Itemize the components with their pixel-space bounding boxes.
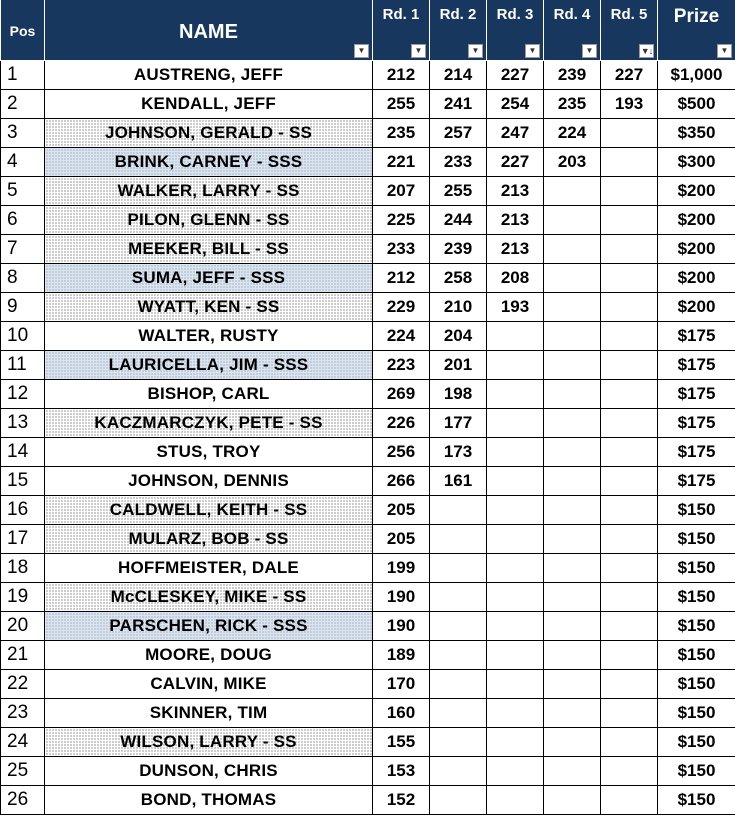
header-name-label: NAME: [179, 21, 238, 43]
table-row: [1, 148, 735, 177]
round-2-score[interactable]: 258: [430, 264, 487, 293]
round-2-score[interactable]: 239: [430, 235, 487, 264]
round-2-score[interactable]: 204: [430, 322, 487, 351]
round-4-score[interactable]: [544, 293, 601, 322]
header-rd4: [544, 0, 601, 61]
filter-dropdown-icon[interactable]: ▼: [354, 44, 369, 58]
round-4-score[interactable]: [544, 641, 601, 670]
header-rd3-label: Rd. 3: [496, 6, 534, 23]
table-row: [1, 583, 735, 612]
round-5-score[interactable]: [601, 757, 658, 786]
pos-cell[interactable]: 16: [1, 496, 45, 525]
round-2-score[interactable]: 161: [430, 467, 487, 496]
pos-cell[interactable]: 6: [1, 206, 45, 235]
table-row: [1, 699, 735, 728]
table-row: [1, 554, 735, 583]
round-3-score[interactable]: [487, 409, 544, 438]
round-4-score[interactable]: [544, 757, 601, 786]
round-3-score[interactable]: 227: [487, 148, 544, 177]
prize-cell[interactable]: $200: [658, 235, 735, 264]
round-1-score[interactable]: 266: [373, 467, 430, 496]
table-row: [1, 525, 735, 554]
bowler-name-cell[interactable]: WYATT, KEN - SS: [45, 293, 373, 322]
round-5-score[interactable]: 227: [601, 61, 658, 90]
round-1-score[interactable]: 152: [373, 786, 430, 815]
header-rd3: [487, 0, 544, 61]
bowler-name-cell[interactable]: AUSTRENG, JEFF: [45, 61, 373, 90]
round-2-score[interactable]: [430, 786, 487, 815]
header-name: [45, 0, 373, 61]
round-5-score[interactable]: [601, 612, 658, 641]
round-3-score[interactable]: 193: [487, 293, 544, 322]
round-4-score[interactable]: [544, 525, 601, 554]
round-2-score[interactable]: 210: [430, 293, 487, 322]
pos-cell[interactable]: 22: [1, 670, 45, 699]
round-4-score[interactable]: [544, 322, 601, 351]
prize-cell[interactable]: $150: [658, 786, 735, 815]
round-3-score[interactable]: [487, 786, 544, 815]
round-4-score[interactable]: [544, 583, 601, 612]
round-3-score[interactable]: [487, 438, 544, 467]
filter-dropdown-icon[interactable]: ▼: [717, 44, 732, 58]
pos-cell[interactable]: 13: [1, 409, 45, 438]
bowler-name-cell[interactable]: PILON, GLENN - SS: [45, 206, 373, 235]
round-4-score[interactable]: 224: [544, 119, 601, 148]
round-5-score[interactable]: [601, 438, 658, 467]
round-3-score[interactable]: [487, 583, 544, 612]
prize-cell[interactable]: $1,000: [658, 61, 735, 90]
round-4-score[interactable]: [544, 264, 601, 293]
round-1-score[interactable]: 256: [373, 438, 430, 467]
prize-cell[interactable]: $175: [658, 351, 735, 380]
table-row: [1, 496, 735, 525]
bowler-name-cell[interactable]: MEEKER, BILL - SS: [45, 235, 373, 264]
round-3-score[interactable]: [487, 380, 544, 409]
round-3-score[interactable]: 227: [487, 61, 544, 90]
round-3-score[interactable]: 213: [487, 235, 544, 264]
round-1-score[interactable]: 224: [373, 322, 430, 351]
round-4-score[interactable]: 235: [544, 90, 601, 119]
prize-cell[interactable]: $200: [658, 293, 735, 322]
round-1-score[interactable]: 223: [373, 351, 430, 380]
round-5-score[interactable]: [601, 119, 658, 148]
round-5-score[interactable]: [601, 786, 658, 815]
prize-cell[interactable]: $175: [658, 322, 735, 351]
round-2-score[interactable]: 233: [430, 148, 487, 177]
round-3-score[interactable]: [487, 641, 544, 670]
pos-cell[interactable]: 21: [1, 641, 45, 670]
round-5-score[interactable]: [601, 525, 658, 554]
round-1-score[interactable]: 225: [373, 206, 430, 235]
round-4-score[interactable]: [544, 206, 601, 235]
table-row: [1, 380, 735, 409]
round-5-score[interactable]: 193: [601, 90, 658, 119]
round-5-score[interactable]: [601, 380, 658, 409]
round-1-score[interactable]: 269: [373, 380, 430, 409]
round-5-score[interactable]: [601, 293, 658, 322]
round-2-score[interactable]: [430, 757, 487, 786]
bowler-name-cell[interactable]: SUMA, JEFF - SSS: [45, 264, 373, 293]
prize-cell[interactable]: $200: [658, 177, 735, 206]
pos-cell[interactable]: 25: [1, 757, 45, 786]
bowler-name-cell[interactable]: JOHNSON, GERALD - SS: [45, 119, 373, 148]
round-4-score[interactable]: [544, 699, 601, 728]
table-row: [1, 90, 735, 119]
bowler-name-cell[interactable]: HOFFMEISTER, DALE: [45, 554, 373, 583]
round-1-score[interactable]: 199: [373, 554, 430, 583]
round-2-score[interactable]: 198: [430, 380, 487, 409]
bowler-name-cell[interactable]: WALTER, RUSTY: [45, 322, 373, 351]
round-2-score[interactable]: 214: [430, 61, 487, 90]
prize-cell[interactable]: $500: [658, 90, 735, 119]
bowler-name-cell[interactable]: BISHOP, CARL: [45, 380, 373, 409]
pos-cell[interactable]: 2: [1, 90, 45, 119]
pos-cell[interactable]: 24: [1, 728, 45, 757]
bowler-name-cell[interactable]: WILSON, LARRY - SS: [45, 728, 373, 757]
round-1-score[interactable]: 155: [373, 728, 430, 757]
header-row: [1, 0, 735, 61]
table-row: [1, 612, 735, 641]
bowler-name-cell[interactable]: McCLESKEY, MIKE - SS: [45, 583, 373, 612]
round-2-score[interactable]: [430, 496, 487, 525]
table-row: [1, 757, 735, 786]
round-3-score[interactable]: [487, 525, 544, 554]
round-3-score[interactable]: [487, 757, 544, 786]
pos-cell[interactable]: 4: [1, 148, 45, 177]
prize-cell[interactable]: $350: [658, 119, 735, 148]
prize-cell[interactable]: $200: [658, 264, 735, 293]
round-3-score[interactable]: [487, 728, 544, 757]
round-1-score[interactable]: 212: [373, 264, 430, 293]
round-1-score[interactable]: 255: [373, 90, 430, 119]
bowler-name-cell[interactable]: MULARZ, BOB - SS: [45, 525, 373, 554]
table-row: [1, 264, 735, 293]
pos-cell[interactable]: 12: [1, 380, 45, 409]
round-5-score[interactable]: [601, 206, 658, 235]
bowler-name-cell[interactable]: MOORE, DOUG: [45, 641, 373, 670]
header-rd5-label: Rd. 5: [610, 6, 648, 23]
round-3-score[interactable]: [487, 496, 544, 525]
round-1-score[interactable]: 207: [373, 177, 430, 206]
round-4-score[interactable]: 203: [544, 148, 601, 177]
pos-cell[interactable]: 5: [1, 177, 45, 206]
bowler-name-cell[interactable]: SKINNER, TIM: [45, 699, 373, 728]
header-prize: [658, 0, 735, 61]
round-4-score[interactable]: [544, 496, 601, 525]
round-4-score[interactable]: [544, 409, 601, 438]
bowler-name-cell[interactable]: KACZMARCZYK, PETE - SS: [45, 409, 373, 438]
filter-dropdown-icon[interactable]: ▼: [411, 44, 426, 58]
round-2-score[interactable]: 173: [430, 438, 487, 467]
prize-cell[interactable]: $150: [658, 583, 735, 612]
table-row: [1, 467, 735, 496]
prize-cell[interactable]: $150: [658, 554, 735, 583]
round-5-score[interactable]: [601, 583, 658, 612]
header-rd2-label: Rd. 2: [439, 6, 477, 23]
round-1-score[interactable]: 205: [373, 496, 430, 525]
bowler-name-cell[interactable]: PARSCHEN, RICK - SSS: [45, 612, 373, 641]
round-1-score[interactable]: 153: [373, 757, 430, 786]
round-5-score[interactable]: [601, 467, 658, 496]
round-1-score[interactable]: 189: [373, 641, 430, 670]
round-3-score[interactable]: 213: [487, 177, 544, 206]
round-5-score[interactable]: [601, 322, 658, 351]
round-1-score[interactable]: 205: [373, 525, 430, 554]
round-1-score[interactable]: 160: [373, 699, 430, 728]
pos-cell[interactable]: 10: [1, 322, 45, 351]
pos-cell[interactable]: 20: [1, 612, 45, 641]
table-row: [1, 119, 735, 148]
pos-cell[interactable]: 18: [1, 554, 45, 583]
round-1-score[interactable]: 170: [373, 670, 430, 699]
round-1-score[interactable]: 190: [373, 612, 430, 641]
round-2-score[interactable]: 177: [430, 409, 487, 438]
round-5-score[interactable]: [601, 235, 658, 264]
header-rd1-label: Rd. 1: [382, 6, 420, 23]
table-row: [1, 177, 735, 206]
round-2-score[interactable]: 244: [430, 206, 487, 235]
round-4-score[interactable]: [544, 438, 601, 467]
bowler-name-cell[interactable]: STUS, TROY: [45, 438, 373, 467]
round-5-score[interactable]: [601, 264, 658, 293]
round-1-score[interactable]: 221: [373, 148, 430, 177]
prize-cell[interactable]: $150: [658, 699, 735, 728]
prize-cell[interactable]: $175: [658, 438, 735, 467]
prize-cell[interactable]: $150: [658, 496, 735, 525]
header-pos-label: Pos: [9, 23, 36, 39]
bowler-name-cell[interactable]: DUNSON, CHRIS: [45, 757, 373, 786]
pos-cell[interactable]: 17: [1, 525, 45, 554]
filter-dropdown-icon[interactable]: ▼: [525, 44, 540, 58]
round-4-score[interactable]: [544, 351, 601, 380]
round-5-score[interactable]: [601, 728, 658, 757]
pos-cell[interactable]: 23: [1, 699, 45, 728]
table-row: [1, 351, 735, 380]
round-4-score[interactable]: [544, 235, 601, 264]
round-3-score[interactable]: 254: [487, 90, 544, 119]
prize-cell[interactable]: $175: [658, 409, 735, 438]
table-row: [1, 409, 735, 438]
round-5-score[interactable]: [601, 670, 658, 699]
prize-cell[interactable]: $150: [658, 525, 735, 554]
table-row: [1, 670, 735, 699]
prize-cell[interactable]: $150: [658, 670, 735, 699]
bowler-name-cell[interactable]: CALVIN, MIKE: [45, 670, 373, 699]
round-2-score[interactable]: [430, 670, 487, 699]
filter-dropdown-icon[interactable]: ▼: [582, 44, 597, 58]
round-2-score[interactable]: [430, 699, 487, 728]
bowler-name-cell[interactable]: BRINK, CARNEY - SSS: [45, 148, 373, 177]
pos-cell[interactable]: 14: [1, 438, 45, 467]
round-3-score[interactable]: [487, 612, 544, 641]
round-2-score[interactable]: 241: [430, 90, 487, 119]
round-4-score[interactable]: [544, 380, 601, 409]
round-4-score[interactable]: [544, 670, 601, 699]
bowler-name-cell[interactable]: KENDALL, JEFF: [45, 90, 373, 119]
round-4-score[interactable]: [544, 177, 601, 206]
round-4-score[interactable]: [544, 612, 601, 641]
prize-cell[interactable]: $150: [658, 612, 735, 641]
header-rd5: [601, 0, 658, 61]
table-row: [1, 322, 735, 351]
round-1-score[interactable]: 235: [373, 119, 430, 148]
prize-cell[interactable]: $300: [658, 148, 735, 177]
round-3-score[interactable]: [487, 699, 544, 728]
table-row: [1, 438, 735, 467]
sort-descending-filter-icon[interactable]: ▼↓: [640, 46, 653, 56]
round-5-score[interactable]: [601, 641, 658, 670]
round-4-score[interactable]: [544, 554, 601, 583]
round-2-score[interactable]: [430, 554, 487, 583]
prize-cell[interactable]: $200: [658, 206, 735, 235]
prize-cell[interactable]: $150: [658, 728, 735, 757]
header-rd2: [430, 0, 487, 61]
round-4-score[interactable]: [544, 467, 601, 496]
round-2-score[interactable]: 255: [430, 177, 487, 206]
header-rd1: [373, 0, 430, 61]
round-1-score[interactable]: 212: [373, 61, 430, 90]
table-row: [1, 728, 735, 757]
prize-cell[interactable]: $150: [658, 641, 735, 670]
bowler-name-cell[interactable]: WALKER, LARRY - SS: [45, 177, 373, 206]
round-2-score[interactable]: [430, 583, 487, 612]
pos-cell[interactable]: 26: [1, 786, 45, 815]
round-1-score[interactable]: 190: [373, 583, 430, 612]
table-row: [1, 61, 735, 90]
round-1-score[interactable]: 233: [373, 235, 430, 264]
pos-cell[interactable]: 15: [1, 467, 45, 496]
bowler-name-cell[interactable]: LAURICELLA, JIM - SSS: [45, 351, 373, 380]
table-row: [1, 641, 735, 670]
table-row: [1, 293, 735, 322]
round-1-score[interactable]: 226: [373, 409, 430, 438]
bowler-name-cell[interactable]: BOND, THOMAS: [45, 786, 373, 815]
round-3-score[interactable]: [487, 322, 544, 351]
table-row: [1, 786, 735, 815]
prize-cell[interactable]: $175: [658, 380, 735, 409]
header-pos: [1, 0, 45, 61]
round-5-score[interactable]: [601, 699, 658, 728]
filter-dropdown-icon[interactable]: ▼: [468, 44, 483, 58]
round-5-score[interactable]: [601, 496, 658, 525]
round-3-score[interactable]: [487, 670, 544, 699]
round-4-score[interactable]: 239: [544, 61, 601, 90]
pos-cell[interactable]: 8: [1, 264, 45, 293]
round-2-score[interactable]: 257: [430, 119, 487, 148]
pos-cell[interactable]: 1: [1, 61, 45, 90]
bowler-name-cell[interactable]: JOHNSON, DENNIS: [45, 467, 373, 496]
round-3-score[interactable]: [487, 467, 544, 496]
pos-cell[interactable]: 19: [1, 583, 45, 612]
table-row: [1, 206, 735, 235]
pos-cell[interactable]: 3: [1, 119, 45, 148]
round-3-score[interactable]: 213: [487, 206, 544, 235]
round-2-score[interactable]: [430, 728, 487, 757]
pos-cell[interactable]: 7: [1, 235, 45, 264]
bowler-name-cell[interactable]: CALDWELL, KEITH - SS: [45, 496, 373, 525]
round-5-score[interactable]: [601, 177, 658, 206]
prize-cell[interactable]: $175: [658, 467, 735, 496]
round-2-score[interactable]: [430, 641, 487, 670]
results-body: [1, 61, 735, 815]
round-2-score[interactable]: [430, 525, 487, 554]
header-prize-label: Prize: [673, 6, 720, 27]
table-row: [1, 235, 735, 264]
round-2-score[interactable]: 201: [430, 351, 487, 380]
round-3-score[interactable]: [487, 554, 544, 583]
round-4-score[interactable]: [544, 728, 601, 757]
round-1-score[interactable]: 229: [373, 293, 430, 322]
round-2-score[interactable]: [430, 612, 487, 641]
round-5-score[interactable]: [601, 554, 658, 583]
round-3-score[interactable]: 247: [487, 119, 544, 148]
round-3-score[interactable]: 208: [487, 264, 544, 293]
pos-cell[interactable]: 11: [1, 351, 45, 380]
prize-cell[interactable]: $150: [658, 757, 735, 786]
round-5-score[interactable]: [601, 148, 658, 177]
round-3-score[interactable]: [487, 351, 544, 380]
header-rd4-label: Rd. 4: [553, 6, 591, 23]
round-5-score[interactable]: [601, 409, 658, 438]
round-4-score[interactable]: [544, 786, 601, 815]
round-5-score[interactable]: [601, 351, 658, 380]
pos-cell[interactable]: 9: [1, 293, 45, 322]
